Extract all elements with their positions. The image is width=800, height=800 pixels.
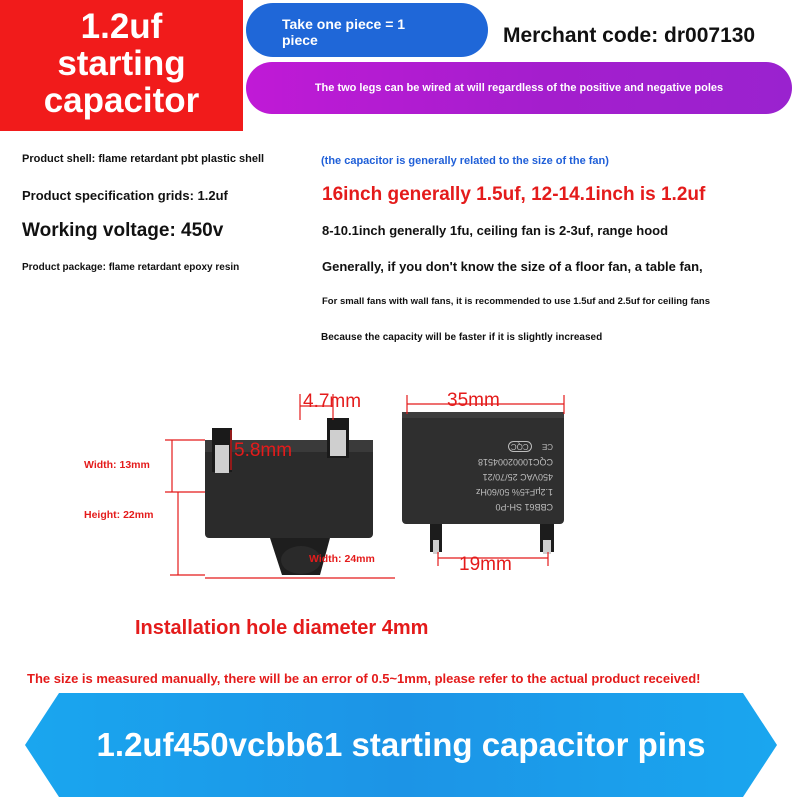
- spec-package: Product package: flame retardant epoxy resin: [22, 262, 240, 273]
- dim-height-label: Height: 22mm: [84, 509, 154, 521]
- dim-pin-height: 5.8mm: [234, 440, 293, 461]
- installation-hole: Installation hole diameter 4mm: [135, 617, 429, 639]
- dim-width-label: Width: 13mm: [84, 459, 150, 471]
- dim-bottom-width-label: Width: 24mm: [309, 553, 375, 565]
- note-line-2: Generally, if you don't know the size of a floor fan, a table fan,: [322, 259, 703, 274]
- banner-text: 1.2uf450vcbb61 starting capacitor pins: [96, 726, 706, 763]
- spec-shell: Product shell: flame retardant pbt plastic shell: [22, 153, 265, 165]
- quantity-text: Take one piece = 1 piece: [282, 16, 406, 48]
- spec-grids: Product specification grids: 1.2uf: [22, 188, 228, 203]
- disclaimer: The size is measured manually, there will be an error of 0.5~1mm, please refer to the actual product received!: [27, 671, 701, 686]
- dim-pin-width: 4.7mm: [303, 391, 362, 412]
- marking-line-2: 1.2µF±5% 50/60Hz: [475, 487, 553, 497]
- polarity-text: The two legs can be wired at will regardless of the positive and negative poles: [314, 82, 724, 94]
- product-marking: [405, 418, 563, 520]
- note-line-4: Because the capacity will be faster if it is slightly increased: [321, 332, 603, 343]
- title-line-1: 1.2uf: [80, 7, 163, 46]
- note-related: (the capacitor is generally related to the size of the fan): [321, 155, 609, 167]
- note-line-1: 8-10.1inch generally 1fu, ceiling fan is 2-3uf, range hood: [322, 223, 669, 238]
- merchant-code: Merchant code: dr007130: [503, 24, 756, 47]
- note-line-3: For small fans with wall fans, it is recommended to use 1.5uf and 2.5uf for ceiling fans: [322, 296, 711, 307]
- cqc-mark: CQC: [508, 441, 532, 452]
- marking-line-4: CQC10002004518: [477, 457, 553, 467]
- marking-line-1: CBB61 SH-P0: [495, 502, 553, 512]
- note-headline: 16inch generally 1.5uf, 12-14.1inch is 1.2uf: [322, 184, 706, 205]
- title-line-3: capacitor: [43, 81, 200, 120]
- dim-length: 35mm: [447, 390, 500, 411]
- ce-mark: CE: [541, 442, 553, 451]
- dim-pin-spacing: 19mm: [459, 554, 512, 575]
- marking-line-3: 450VAC 25/70/21: [482, 472, 553, 482]
- spec-voltage: Working voltage: 450v: [22, 220, 224, 241]
- title-line-2: starting: [57, 44, 186, 83]
